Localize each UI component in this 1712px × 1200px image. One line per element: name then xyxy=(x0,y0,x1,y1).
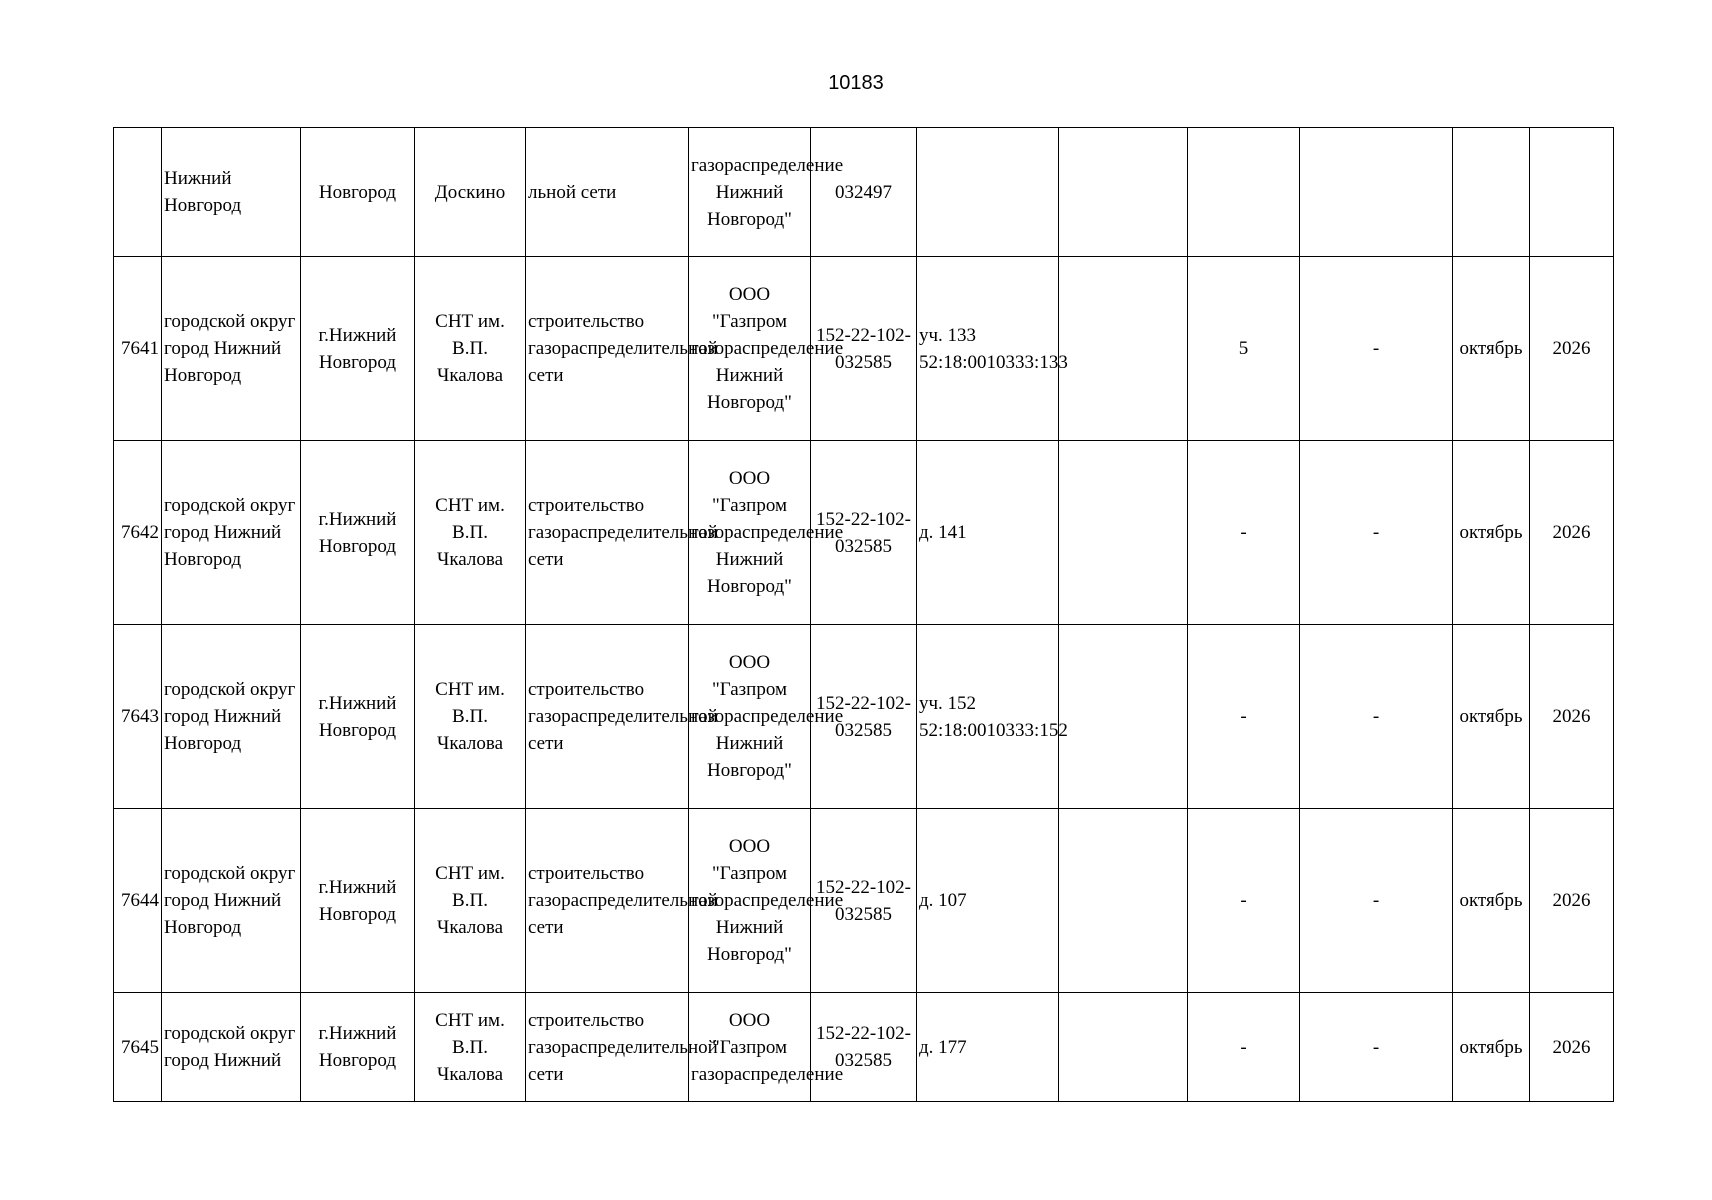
cell-month: октябрь xyxy=(1453,257,1530,441)
cell-district: городской округ город Нижний xyxy=(162,993,301,1102)
cell-month: октябрь xyxy=(1453,809,1530,993)
cell-locality: СНТ им. В.П. Чкалова xyxy=(415,625,526,809)
table-row xyxy=(114,257,1614,441)
table-row xyxy=(114,625,1614,809)
cell-city: Новгород xyxy=(301,128,415,257)
cell-organization: ООО "Газпром газораспределение xyxy=(689,993,811,1102)
cell-locality: СНТ им. В.П. Чкалова xyxy=(415,809,526,993)
cell-district: городской округ город Нижний Новгород xyxy=(162,625,301,809)
page-number: 10183 xyxy=(828,72,884,94)
table-row xyxy=(114,441,1614,625)
registry-table xyxy=(113,127,1614,1102)
cell-organization: газораспределение Нижний Новгород" xyxy=(689,128,811,257)
cell-year: 2026 xyxy=(1530,257,1614,441)
cell-address xyxy=(917,128,1059,257)
cell-month: октябрь xyxy=(1453,625,1530,809)
cell-number: 7642 xyxy=(114,441,162,625)
cell-col10: - xyxy=(1188,625,1300,809)
cell-col11 xyxy=(1300,128,1453,257)
cell-year: 2026 xyxy=(1530,441,1614,625)
cell-col10: - xyxy=(1188,993,1300,1102)
cell-col9 xyxy=(1059,625,1188,809)
cell-number xyxy=(114,128,162,257)
cell-city: г.Нижний Новгород xyxy=(301,809,415,993)
cell-city: г.Нижний Новгород xyxy=(301,441,415,625)
cell-year: 2026 xyxy=(1530,809,1614,993)
cell-work: строительство газораспределительной сети xyxy=(526,993,689,1102)
cell-col11: - xyxy=(1300,993,1453,1102)
cell-number: 7643 xyxy=(114,625,162,809)
cell-month xyxy=(1453,128,1530,257)
cell-col9 xyxy=(1059,128,1188,257)
cell-number: 7645 xyxy=(114,993,162,1102)
cell-locality: СНТ им. В.П. Чкалова xyxy=(415,993,526,1102)
cell-district: городской округ город Нижний Новгород xyxy=(162,809,301,993)
cell-address: уч. 133 52:18:0010333:133 xyxy=(917,257,1059,441)
cell-locality: СНТ им. В.П. Чкалова xyxy=(415,257,526,441)
cell-col10: - xyxy=(1188,441,1300,625)
cell-district: городской округ город Нижний Новгород xyxy=(162,441,301,625)
cell-work: льной сети xyxy=(526,128,689,257)
table-row xyxy=(114,993,1614,1102)
cell-month: октябрь xyxy=(1453,993,1530,1102)
cell-col11: - xyxy=(1300,625,1453,809)
cell-code: 152-22-102-032585 xyxy=(811,993,917,1102)
cell-year: 2026 xyxy=(1530,625,1614,809)
cell-code: 032497 xyxy=(811,128,917,257)
cell-col9 xyxy=(1059,809,1188,993)
cell-address: д. 177 xyxy=(917,993,1059,1102)
cell-year: 2026 xyxy=(1530,993,1614,1102)
cell-address: д. 141 xyxy=(917,441,1059,625)
cell-city: г.Нижний Новгород xyxy=(301,993,415,1102)
cell-work: строительство газораспределительной сети xyxy=(526,809,689,993)
cell-col11: - xyxy=(1300,257,1453,441)
cell-col9 xyxy=(1059,993,1188,1102)
cell-organization: ООО "Газпром газораспределение Нижний Новгород" xyxy=(689,625,811,809)
cell-code: 152-22-102-032585 xyxy=(811,441,917,625)
table-row xyxy=(114,809,1614,993)
cell-number: 7641 xyxy=(114,257,162,441)
cell-col11: - xyxy=(1300,809,1453,993)
cell-work: строительство газораспределительной сети xyxy=(526,441,689,625)
cell-organization: ООО "Газпром газораспределение Нижний Новгород" xyxy=(689,809,811,993)
cell-col10 xyxy=(1188,128,1300,257)
cell-district: Нижний Новгород xyxy=(162,128,301,257)
continuation-row xyxy=(114,128,1614,257)
cell-organization: ООО "Газпром газораспределение Нижний Новгород" xyxy=(689,257,811,441)
cell-col10: 5 xyxy=(1188,257,1300,441)
cell-number: 7644 xyxy=(114,809,162,993)
cell-district: городской округ город Нижний Новгород xyxy=(162,257,301,441)
cell-col9 xyxy=(1059,441,1188,625)
cell-city: г.Нижний Новгород xyxy=(301,257,415,441)
cell-month: октябрь xyxy=(1453,441,1530,625)
cell-code: 152-22-102-032585 xyxy=(811,809,917,993)
cell-address: уч. 152 52:18:0010333:152 xyxy=(917,625,1059,809)
cell-code: 152-22-102-032585 xyxy=(811,257,917,441)
cell-col11: - xyxy=(1300,441,1453,625)
cell-locality: Доскино xyxy=(415,128,526,257)
cell-organization: ООО "Газпром газораспределение Нижний Новгород" xyxy=(689,441,811,625)
cell-year xyxy=(1530,128,1614,257)
cell-work: строительство газораспределительной сети xyxy=(526,625,689,809)
cell-locality: СНТ им. В.П. Чкалова xyxy=(415,441,526,625)
cell-col9 xyxy=(1059,257,1188,441)
cell-city: г.Нижний Новгород xyxy=(301,625,415,809)
cell-work: строительство газораспределительной сети xyxy=(526,257,689,441)
cell-address: д. 107 xyxy=(917,809,1059,993)
cell-code: 152-22-102-032585 xyxy=(811,625,917,809)
cell-col10: - xyxy=(1188,809,1300,993)
